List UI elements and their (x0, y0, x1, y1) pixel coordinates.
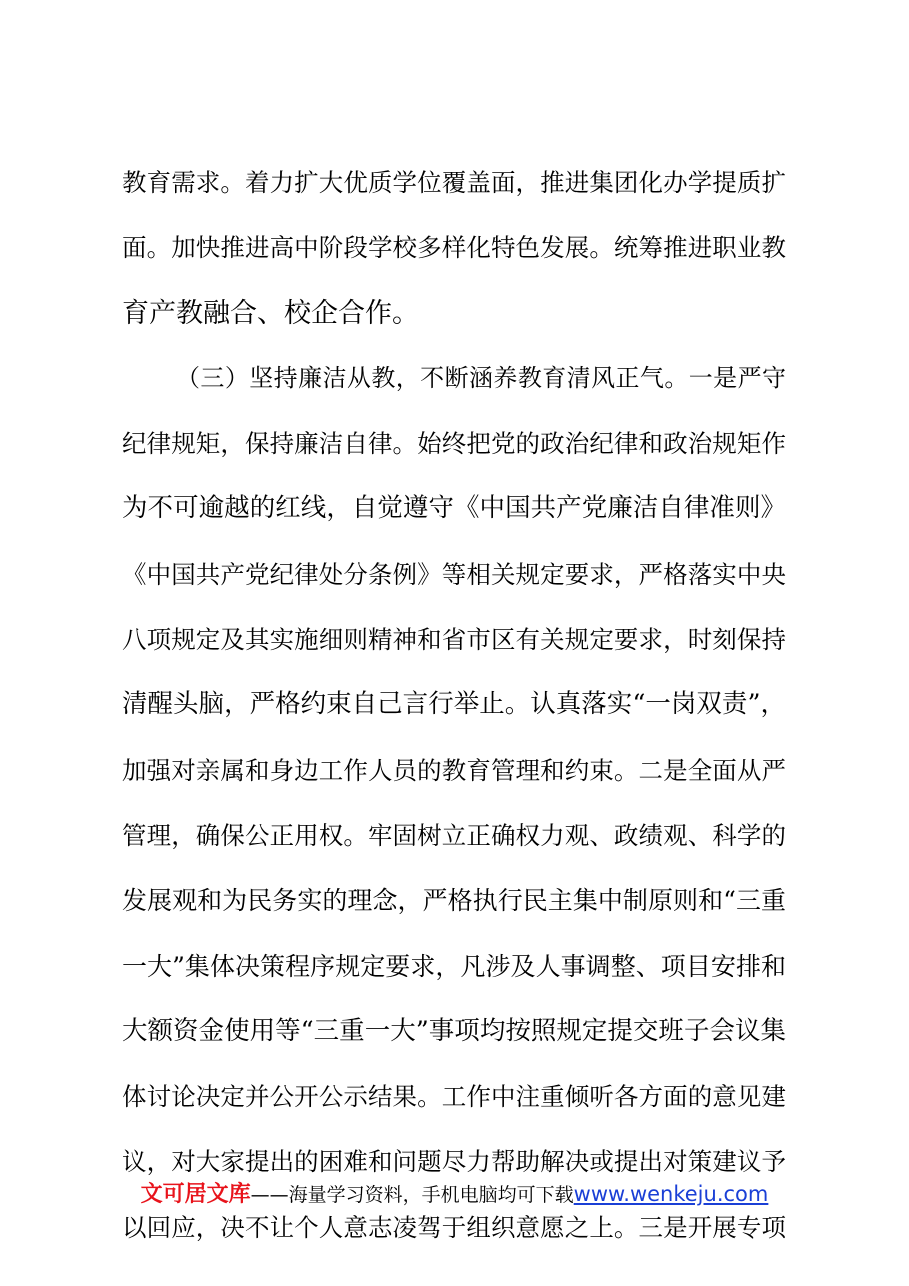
document-body (122, 150, 786, 1260)
text-line: 发展观和为民务实的理念，严格执行民主集中制原则和“三重 (122, 886, 786, 916)
footer-tagline: ——海量学习资料，手机电脑均可下载 (250, 1184, 574, 1206)
footer-site-link[interactable]: www.wenkeju.com (573, 1182, 769, 1206)
text-line: 以回应，决不让个人意志凌驾于组织意愿之上。三是开展专项 (122, 1212, 786, 1242)
text-line: 《中国共产党纪律处分条例》等相关规定要求，严格落实中央 (122, 559, 786, 589)
text-line: 体讨论决定并公开公示结果。工作中注重倾听各方面的意见建 (122, 1082, 786, 1112)
text-line: 纪律规矩，保持廉洁自律。始终把党的政治纪律和政治规矩作 (122, 429, 786, 459)
text-line: 议，对大家提出的困难和问题尽力帮助解决或提出对策建议予 (122, 1147, 786, 1177)
text-line: 育产教融合、校企合作。 (122, 297, 419, 329)
text-line: 教育需求。着力扩大优质学位覆盖面，推进集团化办学提质扩 (122, 168, 786, 197)
text-line: 大额资金使用等“三重一大”事项均按照规定提交班子会议集 (122, 1015, 786, 1046)
text-line: 八项规定及其实施细则精神和省市区有关规定要求，时刻保持 (122, 625, 786, 655)
text-line: 管理，确保公正用权。牢固树立正确权力观、政绩观、科学的 (122, 820, 786, 850)
text-line: 加强对亲属和身边工作人员的教育管理和约束。二是全面从严 (122, 755, 786, 785)
text-line: 为不可逾越的红线，自觉遵守《中国共产党廉洁自律准则》 (122, 493, 786, 524)
footer-banner (0, 1177, 909, 1208)
footer-brand: 文可居文库 (140, 1182, 251, 1207)
text-line: 清醒头脑，严格约束自己言行举止。认真落实“一岗双责”， (122, 689, 786, 720)
text-line: （三）坚持廉洁从教，不断涵养教育清风正气。一是严守 (176, 363, 786, 392)
text-line: 一大”集体决策程序规定要求，凡涉及人事调整、项目安排和 (122, 951, 786, 981)
text-line: 面。加快推进高中阶段学校多样化特色发展。统筹推进职业教 (122, 233, 786, 263)
